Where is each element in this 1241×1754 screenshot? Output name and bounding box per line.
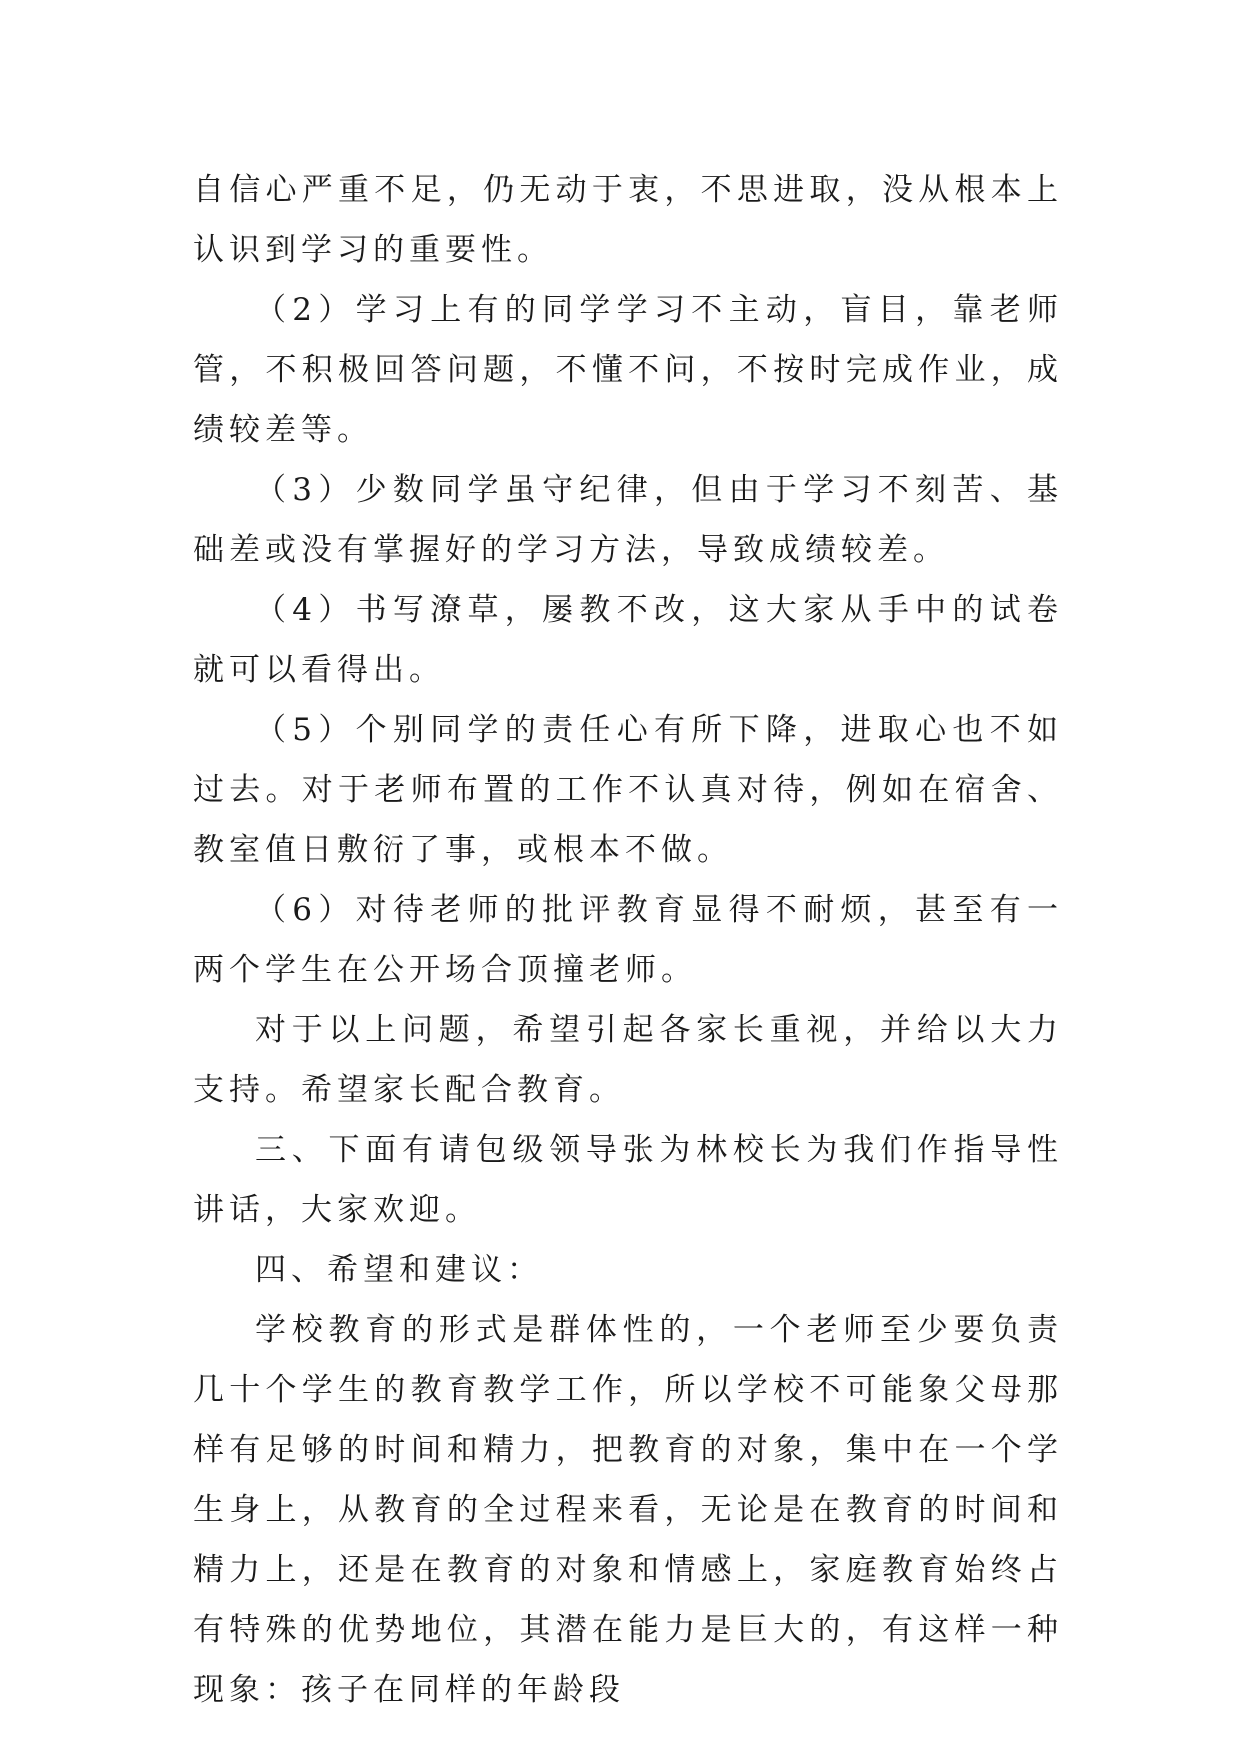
- paragraph-item-3: （3）少数同学虽守纪律，但由于学习不刻苦、基础差或没有掌握好的学习方法，导致成绩较差。: [193, 472, 1063, 568]
- paragraph-item-4: （4）书写潦草，屡教不改，这大家从手中的试卷就可以看得出。: [193, 592, 1063, 688]
- paragraph-school-education: 学校教育的形式是群体性的，一个老师至少要负责几十个学生的教育教学工作，所以学校不可能象父母那样有足够的时间和精力，把教育的对象，集中在一个学生身上，从教育的全过程来看，无论是在教育的时间和精力上，还是在教育的对象和情感上，家庭教育始终占有特殊的优势地位，其潜在能力是巨大的，有这样一种现象：孩子在同样的年龄段: [193, 1312, 1063, 1708]
- paragraph-item-6: （6）对待老师的批评教育显得不耐烦，甚至有一两个学生在公开场合顶撞老师。: [193, 892, 1063, 988]
- paragraph-continuation: 自信心严重不足，仍无动于衷，不思进取，没从根本上认识到学习的重要性。: [193, 172, 1063, 268]
- section-four-heading: 四、希望和建议：: [255, 1252, 543, 1288]
- section-three-heading: 三、下面有请包级领导张为林校长为我们作指导性讲话，大家欢迎。: [193, 1132, 1063, 1228]
- paragraph-item-2: （2）学习上有的同学学习不主动，盲目，靠老师管，不积极回答问题，不懂不问，不按时完成作业，成绩较差等。: [193, 292, 1063, 448]
- paragraph-item-5: （5）个别同学的责任心有所下降，进取心也不如过去。对于老师布置的工作不认真对待，例如在宿舍、教室值日敷衍了事，或根本不做。: [193, 712, 1063, 868]
- paragraph-summary: 对于以上问题，希望引起各家长重视，并给以大力支持。希望家长配合教育。: [193, 1012, 1063, 1108]
- body-text: [193, 160, 1063, 1720]
